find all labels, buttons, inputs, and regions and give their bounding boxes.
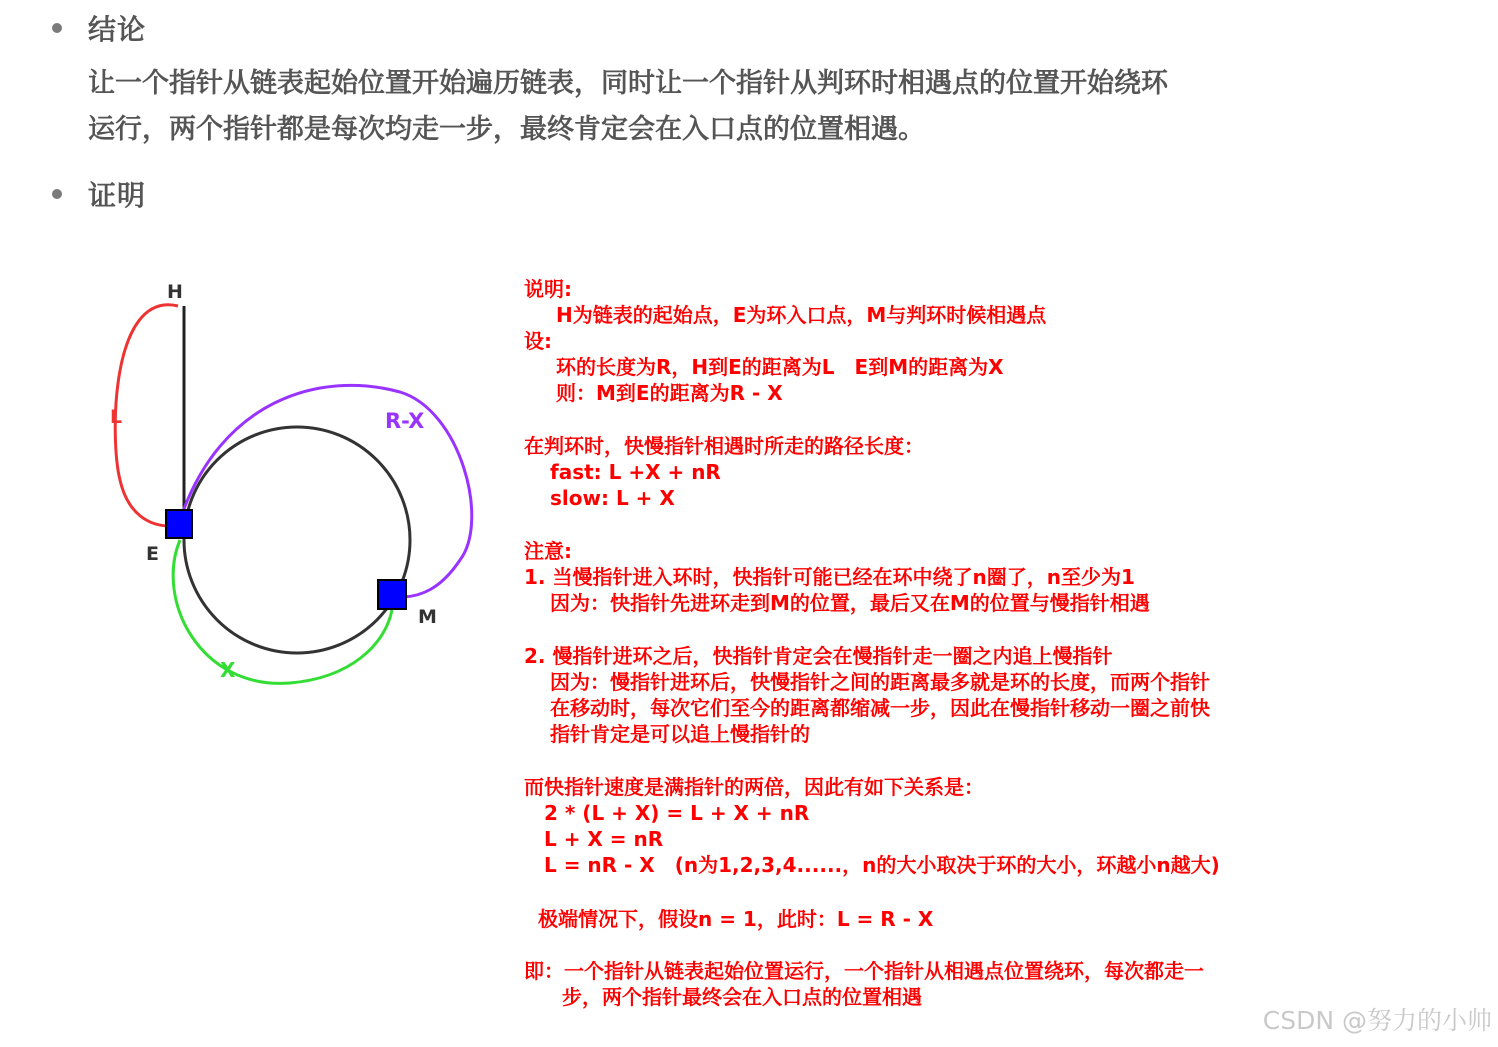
note-line: 设: <box>524 329 552 353</box>
note-line: 因为：快指针先进环走到M的位置，最后又在M的位置与慢指针相遇 <box>550 591 1150 615</box>
csdn-watermark: CSDN @努力的小帅 <box>1262 1006 1492 1035</box>
RX-arc <box>180 385 472 597</box>
section-title-proof: 证明 <box>88 179 147 212</box>
label-RX: R-X <box>385 409 425 433</box>
note-line: 在移动时，每次它们至今的距离都缩减一步，因此在慢指针移动一圈之前快 <box>550 696 1210 720</box>
L-arc <box>115 305 178 526</box>
conclusion-line-1: 让一个指针从链表起始位置开始遍历链表，同时让一个指针从判环时相遇点的位置开始绕环 <box>88 68 1168 99</box>
note-line: 1. 当慢指针进入环时，快指针可能已经在环中绕了n圈了，n至少为1 <box>524 565 1135 589</box>
note-line: 指针肯定是可以追上慢指针的 <box>550 722 810 746</box>
X-arc <box>173 540 392 683</box>
note-line: 步，两个指针最终会在入口点的位置相遇 <box>562 985 922 1009</box>
conclusion-line-2: 运行，两个指针都是每次均走一步，最终肯定会在入口点的位置相遇。 <box>88 114 925 145</box>
note-line: L + X = nR <box>544 827 664 851</box>
note-line: 而快指针速度是满指针的两倍，因此有如下关系是： <box>524 775 984 799</box>
label-E: E <box>146 543 159 565</box>
label-H: H <box>167 281 183 303</box>
label-L: L <box>110 406 123 428</box>
note-line: 即：一个指针从链表起始位置运行，一个指针从相遇点位置绕环，每次都走一 <box>524 959 1204 983</box>
note-line: 极端情况下，假设n = 1，此时：L = R - X <box>538 907 934 931</box>
cycle-circle <box>184 427 410 653</box>
label-X: X <box>220 658 236 682</box>
note-line: fast: L +X + nR <box>550 460 721 484</box>
note-line: 则：M到E的距离为R - X <box>556 381 783 405</box>
note-line: 2 * (L + X) = L + X + nR <box>544 801 810 825</box>
section-title-conclusion: 结论 <box>88 13 147 46</box>
note-line: 注意: <box>524 539 572 563</box>
note-line: 在判环时，快慢指针相遇时所走的路径长度： <box>524 434 924 458</box>
note-line: 说明: <box>524 277 572 301</box>
note-line: 因为：慢指针进环后，快慢指针之间的距离最多就是环的长度，而两个指针 <box>550 670 1210 694</box>
note-line: 环的长度为R，H到E的距离为L E到M的距离为X <box>556 355 1004 379</box>
note-line: 2. 慢指针进环之后，快指针肯定会在慢指针走一圈之内追上慢指针 <box>524 644 1113 668</box>
node-E <box>166 510 192 538</box>
note-line: L = nR - X (n为1,2,3,4......，n的大小取决于环的大小，环越小n越大) <box>544 853 1220 877</box>
note-line: H为链表的起始点，E为环入口点，M与判环时候相遇点 <box>556 303 1047 327</box>
label-M: M <box>418 606 437 628</box>
note-line: slow: L + X <box>550 486 675 510</box>
node-M <box>378 580 406 609</box>
